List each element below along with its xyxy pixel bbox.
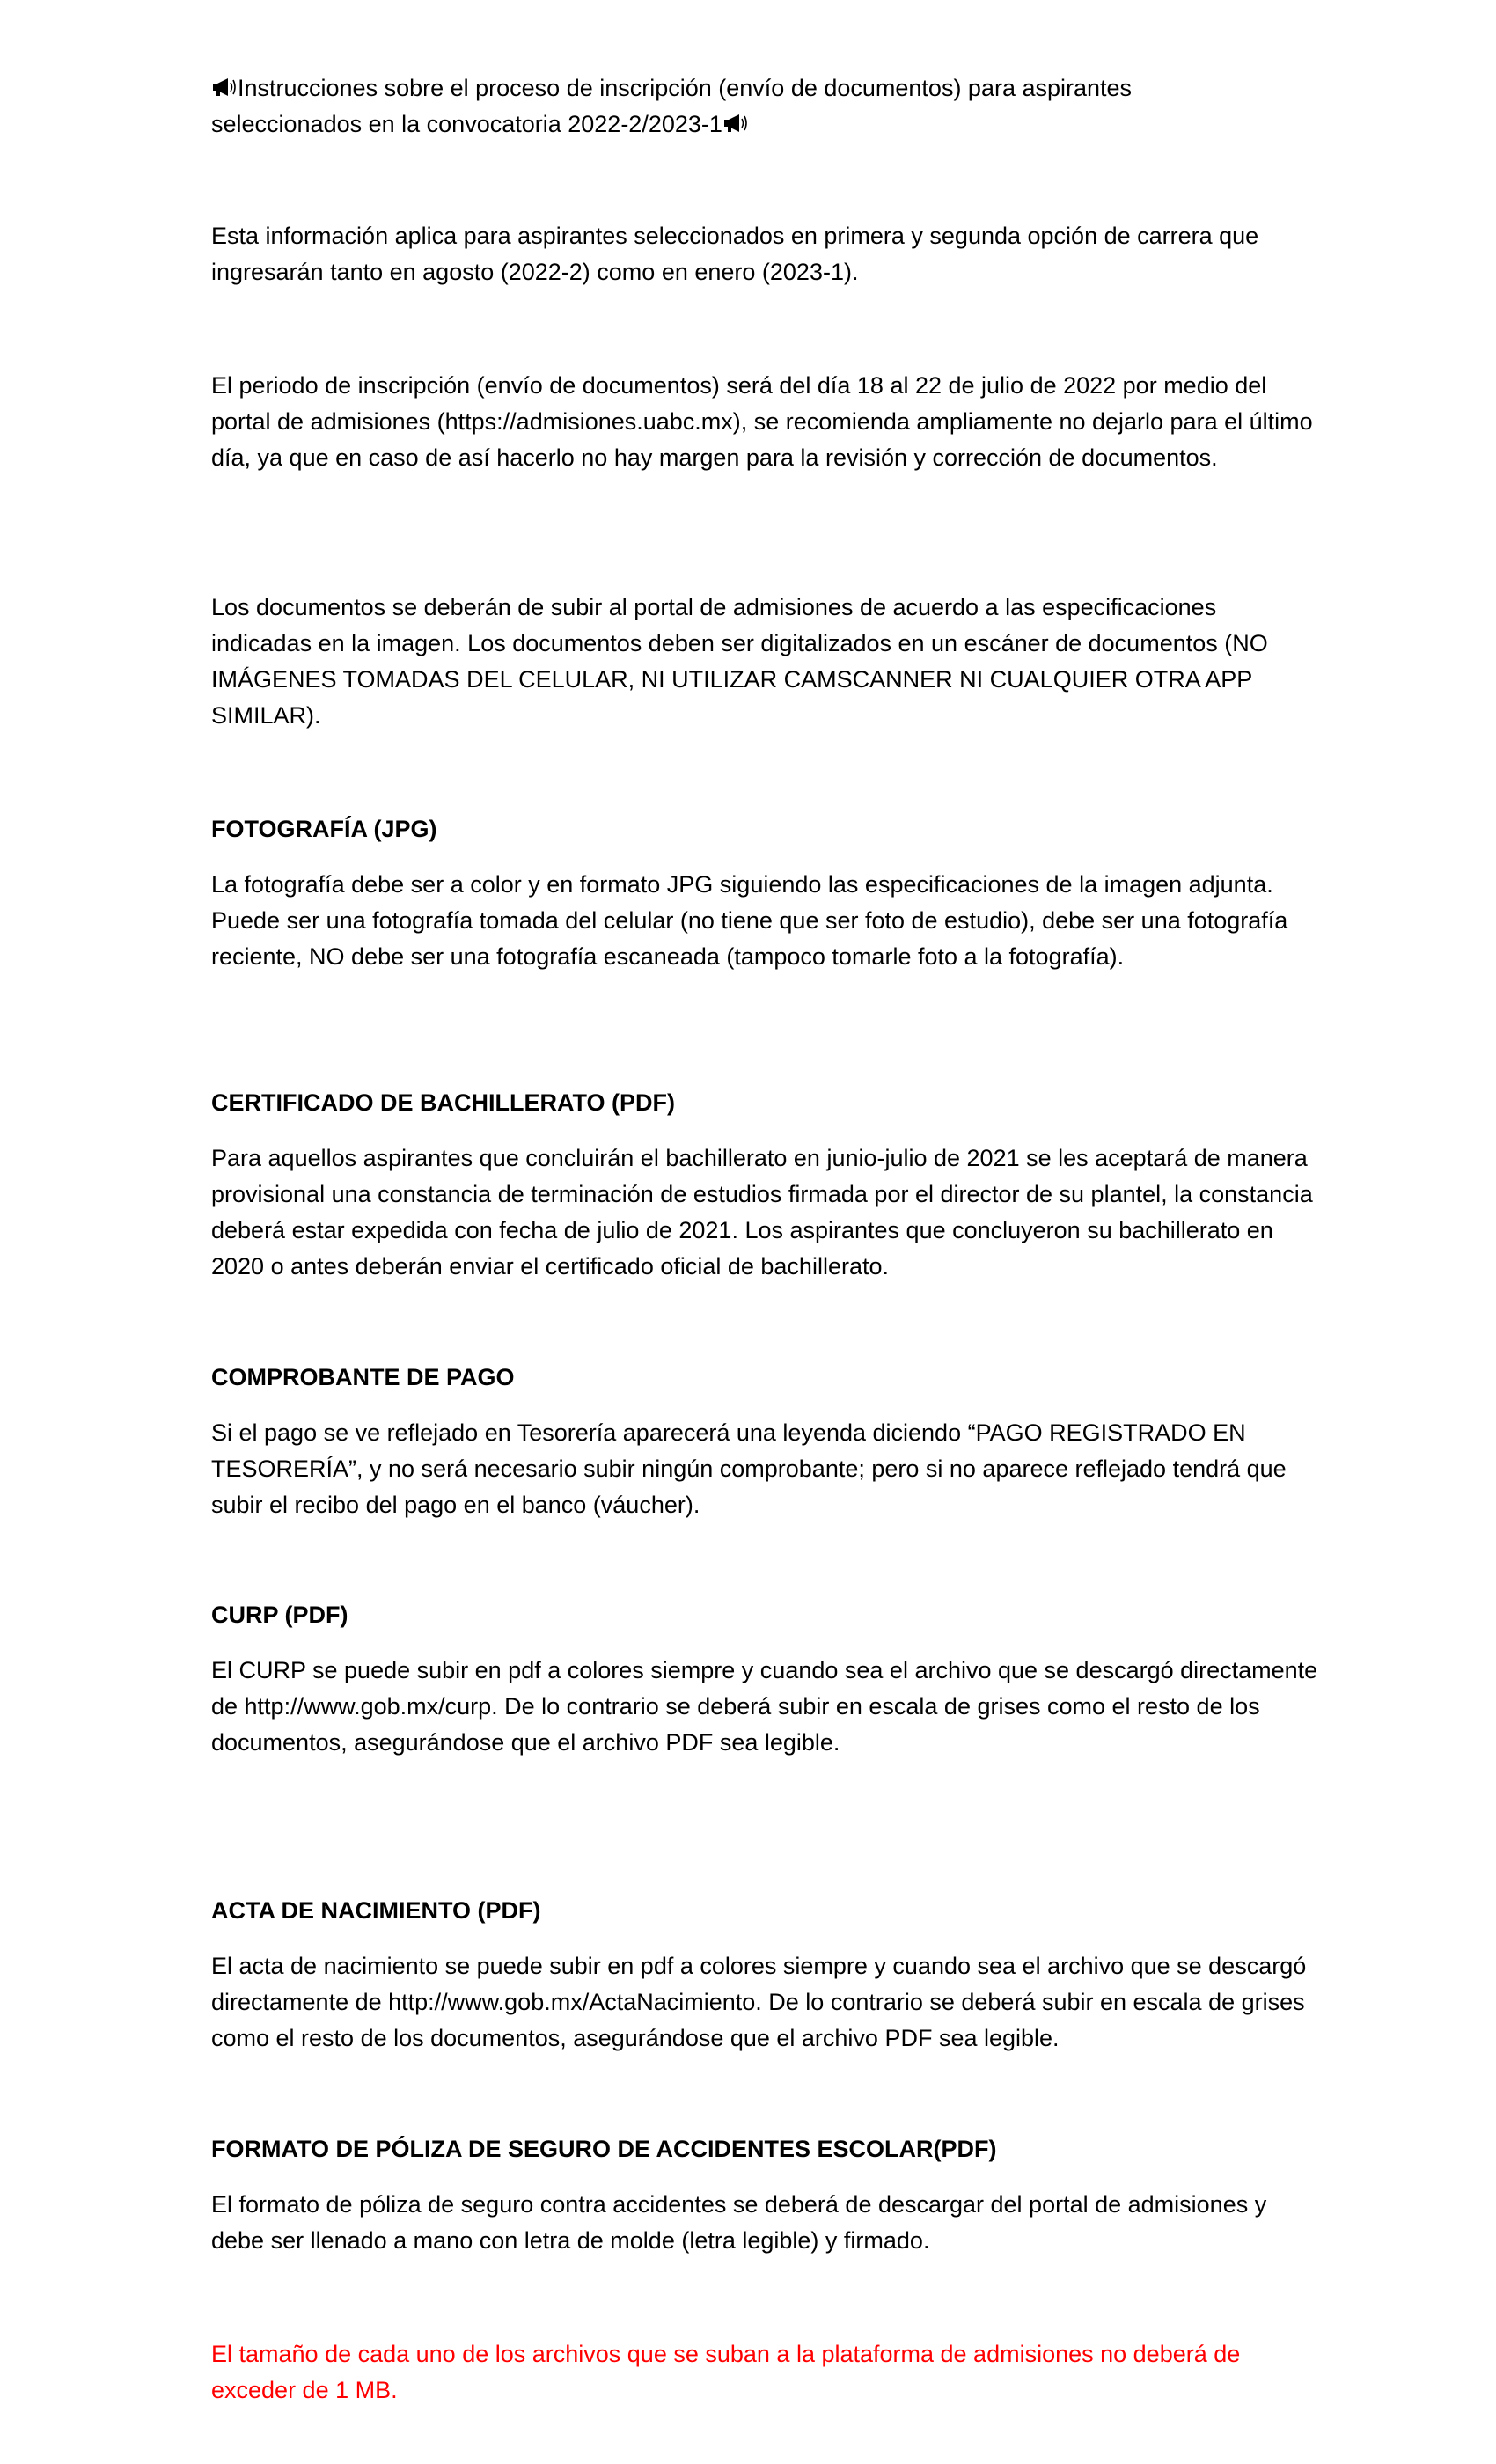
section-certificado [211,1085,1320,1285]
section-heading: FORMATO DE PÓLIZA DE SEGURO DE ACCIDENTES ESCOLAR(PDF) [211,2136,997,2162]
title-text-1: Instrucciones sobre el proceso de inscripción (envío de documentos) para aspirantes [238,75,1133,101]
document-title [211,70,1320,143]
intro-text: Esta información aplica para aspirantes seleccionados en primera y segunda opción de carrera que ingresarán tanto en agosto (2022-2) como en enero (2023-1). [211,223,1259,285]
title-line-1 [211,70,1320,106]
section-heading: FOTOGRAFÍA (JPG) [211,816,437,842]
title-line-2 [211,106,1320,143]
file-size-note [211,2336,1320,2409]
section-heading: ACTA DE NACIMIENTO (PDF) [211,1897,541,1924]
title-text-2: seleccionados en la convocatoria 2022-2/2023-1 [211,111,722,137]
intro-paragraph [211,218,1320,290]
section-poliza [211,2131,1320,2259]
upload-paragraph [211,590,1320,734]
section-body: Si el pago se ve reflejado en Tesorería aparecerá una leyenda diciendo “PAGO REGISTRADO EN TESORERÍA”, y no será necesario subir ningún comprobante; pero si no aparece reflejado tendrá que subir el recibo del pago en el banco (váucher). [211,1419,1287,1518]
section-body: La fotografía debe ser a color y en formato JPG siguiendo las especificaciones de la imagen adjunta. Puede ser una fotografía tomada del celular (no tiene que ser foto de estudio), debe ser una fotografía reciente, NO debe ser una fotografía escaneada (tampoco tomarle foto a la fotografía). [211,871,1288,970]
period-text: El periodo de inscripción (envío de documentos) será del día 18 al 22 de julio de 2022 por medio del portal de admisiones (https://admisiones.uabc.mx), se recomienda ampliamente no dejarlo para el último día, ya que en caso de así hacerlo no hay margen para la revisión y corrección de documentos. [211,372,1313,471]
file-size-note-text: El tamaño de cada uno de los archivos que se suban a la plataforma de admisiones no deberá de exceder de 1 MB. [211,2341,1241,2403]
section-heading: CURP (PDF) [211,1602,348,1628]
section-comprobante [211,1360,1320,1523]
section-body: El acta de nacimiento se puede subir en pdf a colores siempre y cuando sea el archivo que se descargó directamente de http://www.gob.mx/ActaNacimiento. De lo contrario se deberá subir en escala de grises como el resto de los documentos, asegurándose que el archivo PDF sea legible. [211,1953,1307,2051]
section-body: El formato de póliza de seguro contra accidentes se deberá de descargar del portal de admisiones y debe ser llenado a mano con letra de molde (letra legible) y firmado. [211,2191,1267,2254]
section-heading: CERTIFICADO DE BACHILLERATO (PDF) [211,1089,675,1116]
section-body: El CURP se puede subir en pdf a colores siempre y cuando sea el archivo que se descargó directamente de http://www.gob.mx/curp. De lo contrario se deberá subir en escala de grises como el resto de los documentos, asegurándose que el archivo PDF sea legible. [211,1657,1318,1756]
section-heading: COMPROBANTE DE PAGO [211,1364,515,1390]
section-curp [211,1597,1320,1761]
megaphone-icon [211,76,238,99]
section-body: Para aquellos aspirantes que concluirán el bachillerato en junio-julio de 2021 se les aceptará de manera provisional una constancia de terminación de estudios firmada por el director de su plantel, la constancia deberá estar expedida con fecha de julio de 2021. Los aspirantes que concluyeron su bachillerato en 2020 o antes deberán enviar el certificado oficial de bachillerato. [211,1145,1313,1280]
period-paragraph [211,368,1320,476]
section-fotografia [211,811,1320,975]
upload-text: Los documentos se deberán de subir al portal de admisiones de acuerdo a las especificaciones indicadas en la imagen. Los documentos deben ser digitalizados en un escáner de documentos (NO IMÁGENES TOMADAS DEL CELULAR, NI UTILIZAR CAMSCANNER NI CUALQUIER OTRA APP SIMILAR). [211,594,1268,729]
section-acta [211,1893,1320,2057]
megaphone-icon [722,112,749,135]
